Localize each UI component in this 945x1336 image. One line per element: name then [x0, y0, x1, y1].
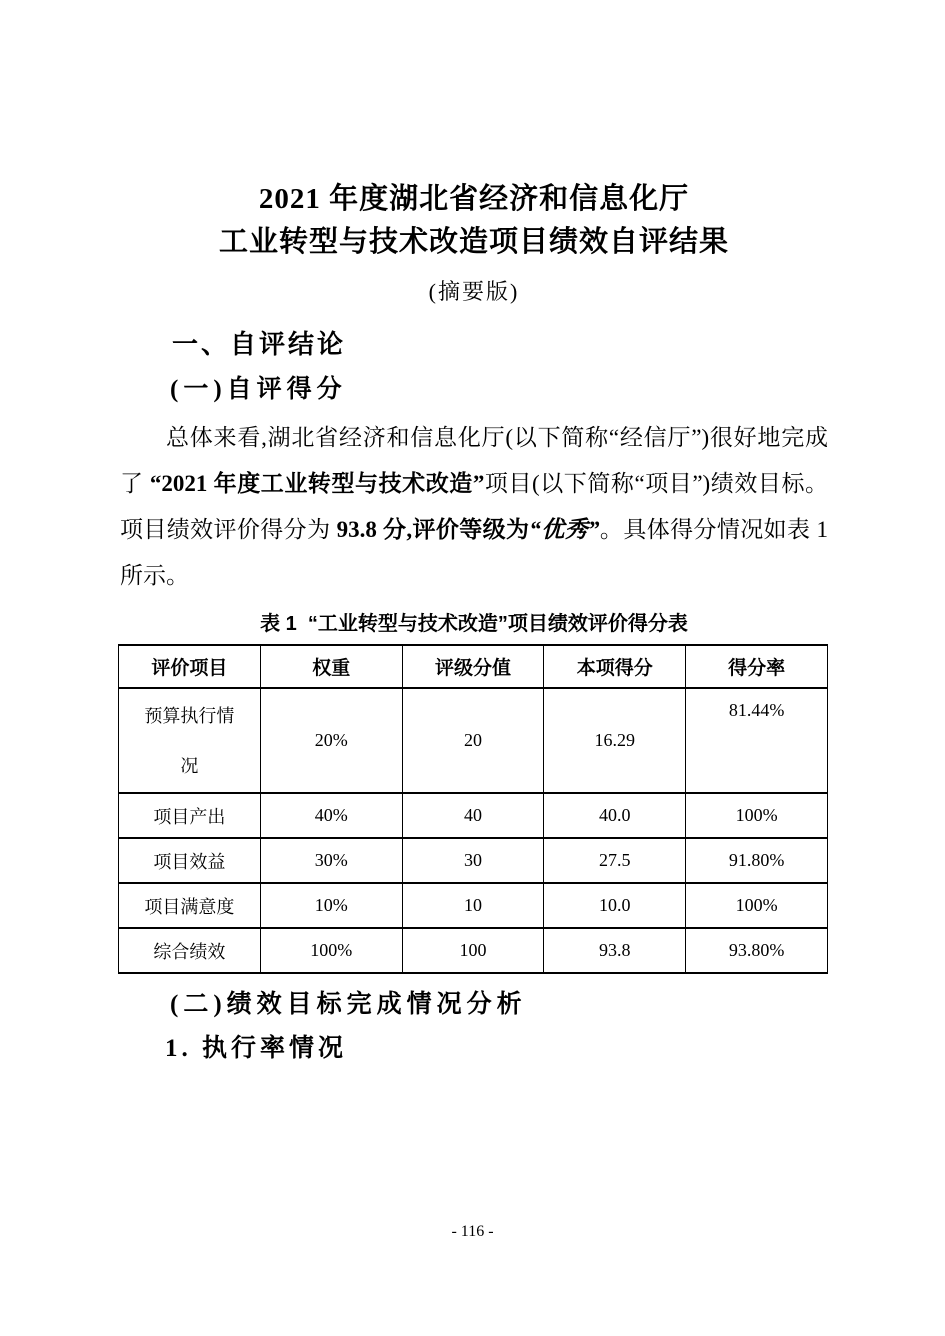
cell-item: 综合绩效	[119, 928, 261, 973]
header-score-rate: 得分率	[686, 645, 828, 688]
cell-rate: 81.44%	[686, 688, 828, 793]
page-number: - 116 -	[451, 1223, 494, 1240]
document-subtitle: (摘要版)	[428, 279, 520, 304]
cell-score: 40.0	[544, 793, 686, 838]
title-block	[120, 178, 828, 307]
paragraph-segment: 总体来看,湖北省经济和信息化厅(以下简称“经信厅”)很好地完成了	[120, 425, 828, 496]
cell-weight: 30%	[260, 838, 402, 883]
cell-score: 16.29	[544, 688, 686, 793]
cell-scale: 20	[402, 688, 544, 793]
summary-paragraph	[120, 415, 828, 599]
cell-scale: 30	[402, 838, 544, 883]
table-caption: 表 1 “工业转型与技术改造”项目绩效评价得分表	[260, 613, 688, 635]
table-row-project-output	[119, 793, 828, 838]
subsection-heading-execution-rate: 1. 执行率情况	[165, 1035, 348, 1062]
header-evaluation-item: 评价项目	[119, 645, 261, 688]
cell-score: 10.0	[544, 883, 686, 928]
cell-scale: 10	[402, 883, 544, 928]
score-value-bold: 93.8 分,评价等级为	[336, 517, 530, 542]
document-title-line2: 工业转型与技术改造项目绩效自评结果	[218, 226, 729, 258]
cell-rate: 93.80%	[686, 928, 828, 973]
cell-weight: 40%	[260, 793, 402, 838]
cell-score: 27.5	[544, 838, 686, 883]
cell-item: 项目效益	[119, 838, 261, 883]
cell-scale: 40	[402, 793, 544, 838]
subsection-heading-self-evaluation-score: (一)自评得分	[170, 376, 347, 403]
cell-weight: 100%	[260, 928, 402, 973]
cell-item: 项目满意度	[119, 883, 261, 928]
cell-score: 93.8	[544, 928, 686, 973]
cell-rate: 91.80%	[686, 838, 828, 883]
project-name-bold: “2021 年度工业转型与技术改造”	[149, 471, 485, 496]
cell-scale: 100	[402, 928, 544, 973]
table-row-overall-performance	[119, 928, 828, 973]
cell-weight: 20%	[260, 688, 402, 793]
section-heading-self-evaluation-conclusion: 一、自评结论	[172, 329, 347, 359]
table-row-budget-execution	[119, 688, 828, 793]
paragraph-segment: 。具体得分情况如表 1 所示。	[120, 517, 829, 588]
header-rating-scale: 评级分值	[402, 645, 544, 688]
cell-rate: 100%	[686, 793, 828, 838]
cell-item: 项目产出	[119, 793, 261, 838]
header-item-score: 本项得分	[544, 645, 686, 688]
document-title-line1: 2021 年度湖北省经济和信息化厅	[258, 183, 690, 215]
grade-value-bold: “优秀”	[529, 517, 600, 542]
table-row-project-benefit	[119, 838, 828, 883]
subsection-heading-target-completion-analysis: (二)绩效目标完成情况分析	[170, 991, 527, 1018]
table-header-row	[119, 645, 828, 688]
score-table	[118, 644, 828, 974]
cell-rate: 100%	[686, 883, 828, 928]
table-row-project-satisfaction	[119, 883, 828, 928]
header-weight: 权重	[260, 645, 402, 688]
cell-item: 预算执行情况	[119, 688, 261, 793]
paragraph-segment: 项目(以下简称“项目”)绩效目标。项目绩效评价得分为	[120, 471, 828, 542]
cell-weight: 10%	[260, 883, 402, 928]
